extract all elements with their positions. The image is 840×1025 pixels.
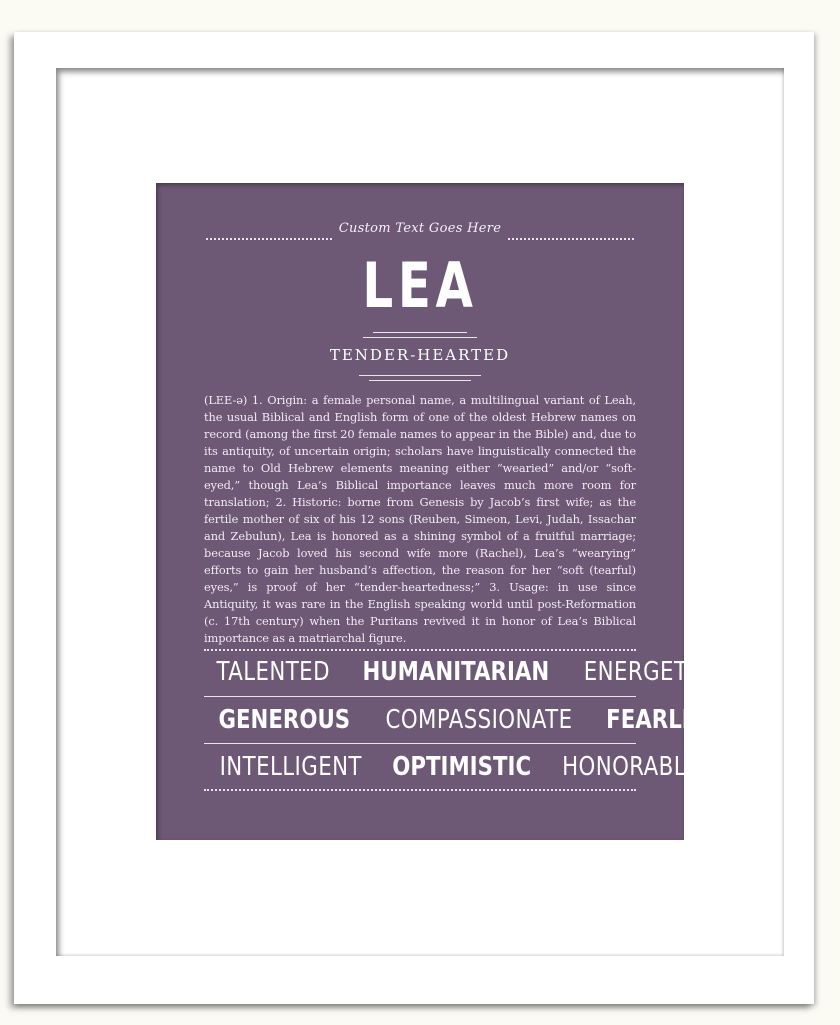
rule-above-meaning-2 [363,337,477,338]
name-meaning: TENDER-HEARTED [329,346,511,364]
dotted-divider-right [508,238,634,240]
dotted-divider-traits-bottom [204,789,636,791]
rule-below-meaning [359,375,481,376]
name-definition: (LEE-ə) 1. Origin: a female personal name, a multilingual variant of Leah, the usual Biblical and English form of one of the oldest Hebrew names on record (among the first 20 female names to appear in the Bible) and, due to its antiquity, of uncertain origin; scholars have linguistically connected the name to Old Hebrew elements meaning either “wearied” and/or “soft-eyed,” though Lea’s Biblical importance leaves much more room for translation; 2. Historic: borne from Genesis by Jacob’s first wife; as the fertile mother of six of his 12 sons (Reuben, Simeon, Levi, Judah, Issachar and Zebulun), Lea is honored as a shining symbol of a fruitful marriage; because Jacob loved his second wife more (Rachel), Lea’s “wearying” efforts to gain her husband’s affection, the reason for her “soft (tearful) eyes,” is proof of her “tender-heartedness;” 3. Usage: in use since Antiquity, it was rare in the English speaking world until post-Reformation (c. 17th century) when the Puritans revived it in honor of Lea’s Biblical importance as a matriarchal figure. [204,393,636,645]
trait: GENEROUS [218,705,351,735]
dotted-divider-left [206,238,332,240]
rule-below-meaning-2 [369,380,471,381]
trait: COMPASSIONATE [385,705,573,735]
trait: FEARLESS [605,705,726,735]
dotted-divider-traits-top [204,649,636,651]
custom-text: Custom Text Goes Here [338,221,502,236]
trait-row-2 [204,705,726,735]
name-title: LEA [362,249,478,322]
trait: INTELLIGENT [219,752,362,782]
trait: ENERGETIC [583,657,710,687]
trait: OPTIMISTIC [392,752,532,782]
trait: HONORABLE [561,752,700,782]
trait-row-3 [204,752,700,782]
trait-divider-1 [204,696,636,697]
trait: TALENTED [216,657,330,687]
trait: HUMANITARIAN [362,657,550,687]
rule-above-meaning [373,332,467,333]
name-print [156,183,726,840]
trait-row-1 [204,657,710,687]
trait-divider-2 [204,743,636,744]
